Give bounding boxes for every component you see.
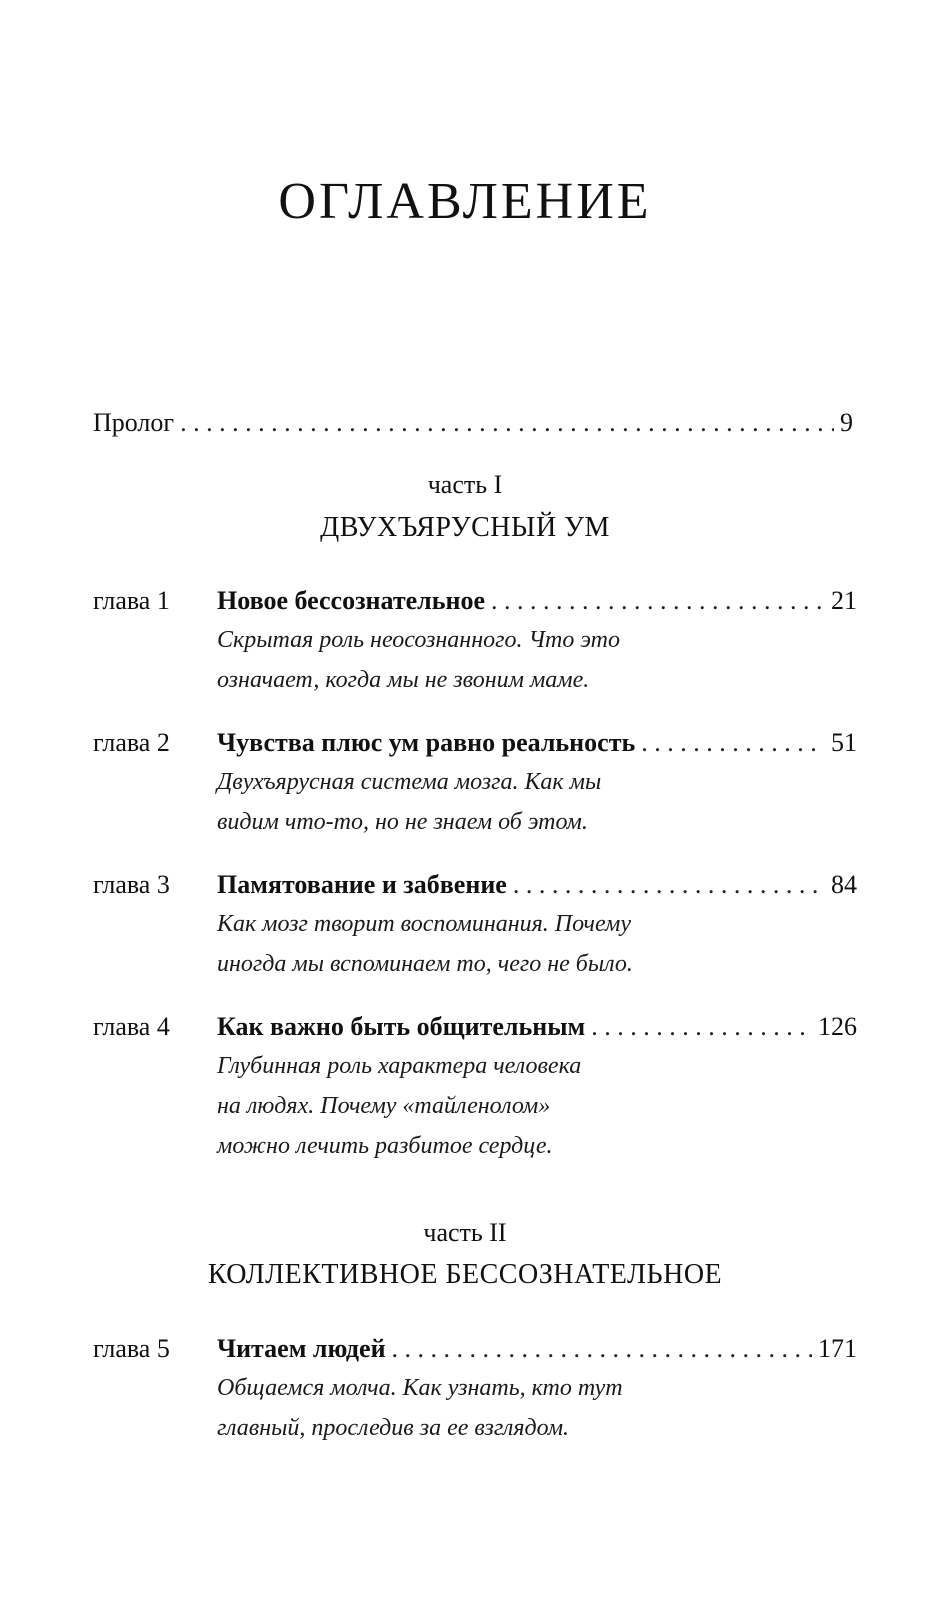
prologue-label: Пролог — [93, 408, 175, 437]
part-2-title: КОЛЛЕКТИВНОЕ БЕССОЗНАТЕЛЬНОЕ — [207, 1259, 723, 1290]
dot-leader — [180, 408, 834, 438]
subtitle-line: Как мозг творит воспоминания. Почему — [217, 911, 631, 937]
chapter-1-title: Новое бессознательное — [217, 586, 485, 615]
subtitle-line: видим что-то, но не знаем об этом. — [217, 809, 588, 835]
subtitle-line: можно лечить разбитое сердце. — [217, 1133, 553, 1159]
chapter-4-subtitle — [217, 1046, 777, 1166]
chapter-2-page: 51 — [831, 728, 857, 757]
chapter-1-label: глава 1 — [93, 586, 170, 615]
dot-leader — [392, 1334, 812, 1364]
toc-entry-prologue[interactable] — [93, 408, 853, 438]
chapter-3-title: Памятование и забвение — [217, 870, 507, 899]
toc-entry-chapter-5[interactable] — [217, 1334, 857, 1364]
chapter-2-title: Чувства плюс ум равно реальность — [217, 728, 636, 757]
toc-entry-chapter-1[interactable] — [217, 586, 857, 616]
subtitle-line: на людях. Почему «тайленолом» — [217, 1093, 551, 1119]
dot-leader — [641, 728, 825, 758]
chapter-2-subtitle — [217, 762, 777, 842]
chapter-5-label: глава 5 — [93, 1334, 170, 1363]
part-1-title: ДВУХЪЯРУСНЫЙ УМ — [320, 512, 610, 543]
chapter-3-page: 84 — [831, 870, 857, 899]
subtitle-line: Глубинная роль характера человека — [217, 1053, 582, 1079]
subtitle-line: Скрытая роль неосознанного. Что это — [217, 627, 620, 653]
subtitle-line: иногда мы вспоминаем то, чего не было. — [217, 951, 633, 977]
toc-entry-chapter-4[interactable] — [217, 1012, 857, 1042]
chapter-4-label: глава 4 — [93, 1012, 170, 1041]
prologue-page: 9 — [840, 408, 853, 437]
subtitle-line: Двухъярусная система мозга. Как мы — [217, 769, 602, 795]
chapter-1-page: 21 — [831, 586, 857, 615]
subtitle-line: Общаемся молча. Как узнать, кто тут — [217, 1375, 623, 1401]
dot-leader — [513, 870, 825, 900]
page-title: ОГЛАВЛЕНИЕ — [278, 173, 652, 230]
chapter-5-title: Читаем людей — [217, 1334, 386, 1363]
chapter-3-subtitle — [217, 904, 777, 984]
part-1-number: часть I — [427, 470, 503, 499]
toc-entry-chapter-2[interactable] — [217, 728, 857, 758]
part-2-number: часть II — [423, 1218, 507, 1247]
chapter-4-page: 126 — [818, 1012, 857, 1041]
subtitle-line: означает, когда мы не звоним маме. — [217, 667, 590, 693]
chapter-5-subtitle — [217, 1368, 777, 1448]
subtitle-line: главный, проследив за ее взглядом. — [217, 1415, 570, 1441]
chapter-2-label: глава 2 — [93, 728, 170, 757]
dot-leader — [491, 586, 825, 616]
chapter-1-subtitle — [217, 620, 777, 700]
chapter-4-title: Как важно быть общительным — [217, 1012, 586, 1041]
chapter-3-label: глава 3 — [93, 870, 170, 899]
chapter-5-page: 171 — [818, 1334, 857, 1363]
dot-leader — [591, 1012, 812, 1042]
toc-entry-chapter-3[interactable] — [217, 870, 857, 900]
